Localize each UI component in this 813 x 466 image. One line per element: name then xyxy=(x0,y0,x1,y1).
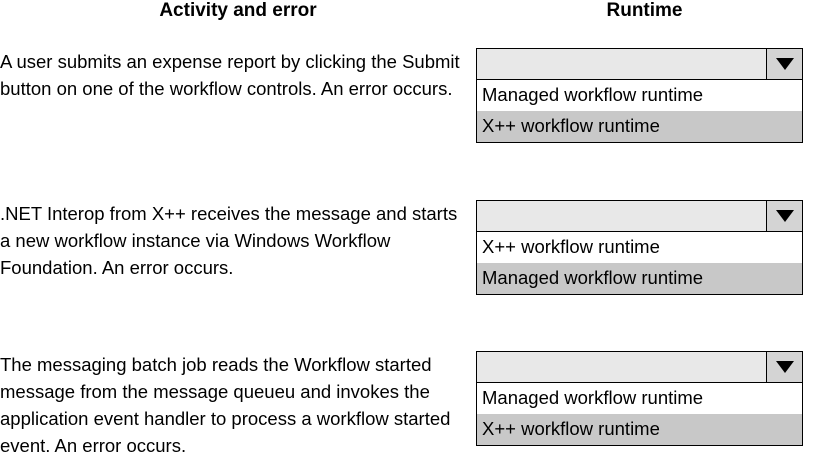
runtime-cell xyxy=(476,48,806,143)
dropdown-closed-field[interactable] xyxy=(476,200,803,232)
dropdown-option[interactable]: X++ workflow runtime xyxy=(477,111,802,142)
runtime-dropdown[interactable] xyxy=(476,351,803,446)
dropdown-option[interactable]: Managed workflow runtime xyxy=(477,80,802,111)
table-row xyxy=(0,351,813,459)
dropdown-option[interactable]: Managed workflow runtime xyxy=(477,383,802,414)
dropdown-option-list xyxy=(476,383,803,446)
dropdown-option[interactable]: X++ workflow runtime xyxy=(477,414,802,445)
chevron-down-glyph xyxy=(776,58,794,70)
header-activity-and-error: Activity and error xyxy=(159,0,317,21)
activity-text: .NET Interop from X++ receives the message and starts a new workflow instance via Windows Workflow Foundation. An error occurs. xyxy=(0,203,458,278)
dropdown-closed-field[interactable] xyxy=(476,48,803,80)
runtime-cell xyxy=(476,200,806,295)
runtime-dropdown[interactable] xyxy=(476,200,803,295)
chevron-down-icon[interactable] xyxy=(766,352,802,382)
dropdown-option[interactable]: X++ workflow runtime xyxy=(477,232,802,263)
dropdown-option-list xyxy=(476,232,803,295)
table-row xyxy=(0,48,813,143)
header-runtime: Runtime xyxy=(606,0,683,21)
dropdown-option-list xyxy=(476,80,803,143)
dropdown-option[interactable]: Managed workflow runtime xyxy=(477,263,802,294)
chevron-down-icon[interactable] xyxy=(766,201,802,231)
runtime-cell xyxy=(476,351,806,446)
column-headers xyxy=(0,0,813,22)
activity-text: The messaging batch job reads the Workflow started message from the message queueu and invokes the application event handler to process a workflow started event. An error occurs. xyxy=(0,354,451,456)
chevron-down-glyph xyxy=(776,361,794,373)
dropdown-closed-field[interactable] xyxy=(476,351,803,383)
table-row xyxy=(0,200,813,295)
chevron-down-glyph xyxy=(776,210,794,222)
activity-text: A user submits an expense report by clicking the Submit button on one of the workflow controls. An error occurs. xyxy=(0,51,460,99)
runtime-dropdown[interactable] xyxy=(476,48,803,143)
chevron-down-icon[interactable] xyxy=(766,49,802,79)
